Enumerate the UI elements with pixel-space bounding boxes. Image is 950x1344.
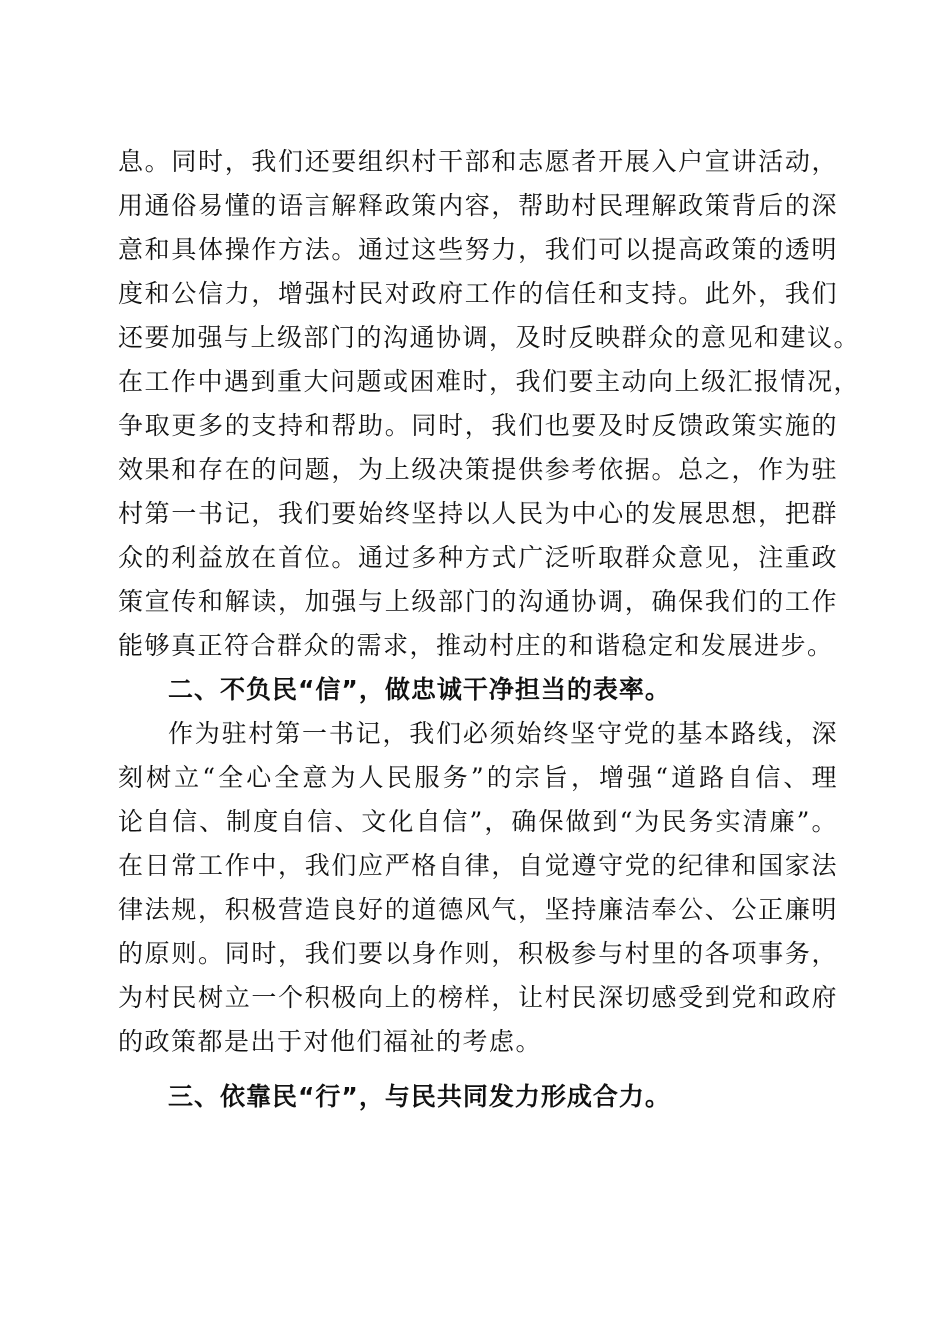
text-line: 论自信、制度自信、文化自信”，确保做到“为民务实清廉”。: [118, 807, 838, 836]
text-line: 律法规，积极营造良好的道德风气，坚持廉洁奉公、公正廉明: [118, 895, 838, 924]
document-page: [118, 140, 861, 1119]
text-line: 用通俗易懂的语言解释政策内容，帮助村民理解政策背后的深: [118, 191, 838, 220]
text-line: 刻树立“全心全意为人民服务”的宗旨，增强“道路自信、理: [118, 763, 838, 792]
section-heading-3: 三、依靠民“行”，与民共同发力形成合力。: [168, 1082, 671, 1111]
text-line: 众的利益放在首位。通过多种方式广泛听取群众意见，注重政: [118, 543, 838, 572]
section-heading-2: 二、不负民“信”，做忠诚干净担当的表率。: [168, 675, 671, 704]
text-line: 争取更多的支持和帮助。同时，我们也要及时反馈政策实施的: [118, 411, 838, 440]
paragraph-2: [118, 712, 838, 1064]
text-line: 意和具体操作方法。通过这些努力，我们可以提高政策的透明: [118, 235, 838, 264]
text-line: 的政策都是出于对他们福祉的考虑。: [118, 1027, 543, 1056]
text-line: 能够真正符合群众的需求，推动村庄的和谐稳定和发展进步。: [118, 631, 834, 660]
text-line: 息。同时，我们还要组织村干部和志愿者开展入户宣讲活动，: [118, 147, 838, 176]
text-line: 村第一书记，我们要始终坚持以人民为中心的发展思想，把群: [118, 499, 838, 528]
text-line: 作为驻村第一书记，我们必须始终坚守党的基本路线，深: [168, 719, 838, 748]
paragraph-1: [118, 140, 861, 668]
text-line: 为村民树立一个积极向上的榜样，让村民深切感受到党和政府: [118, 983, 838, 1012]
text-line: 效果和存在的问题，为上级决策提供参考依据。总之，作为驻: [118, 455, 838, 484]
text-line: 还要加强与上级部门的沟通协调，及时反映群众的意见和建议。: [118, 323, 861, 352]
text-line: 的原则。同时，我们要以身作则，积极参与村里的各项事务，: [118, 939, 838, 968]
text-line: 策宣传和解读，加强与上级部门的沟通协调，确保我们的工作: [118, 587, 838, 616]
text-line: 度和公信力，增强村民对政府工作的信任和支持。此外，我们: [118, 279, 838, 308]
text-line: 在工作中遇到重大问题或困难时，我们要主动向上级汇报情况，: [118, 367, 861, 396]
text-line: 在日常工作中，我们应严格自律，自觉遵守党的纪律和国家法: [118, 851, 838, 880]
